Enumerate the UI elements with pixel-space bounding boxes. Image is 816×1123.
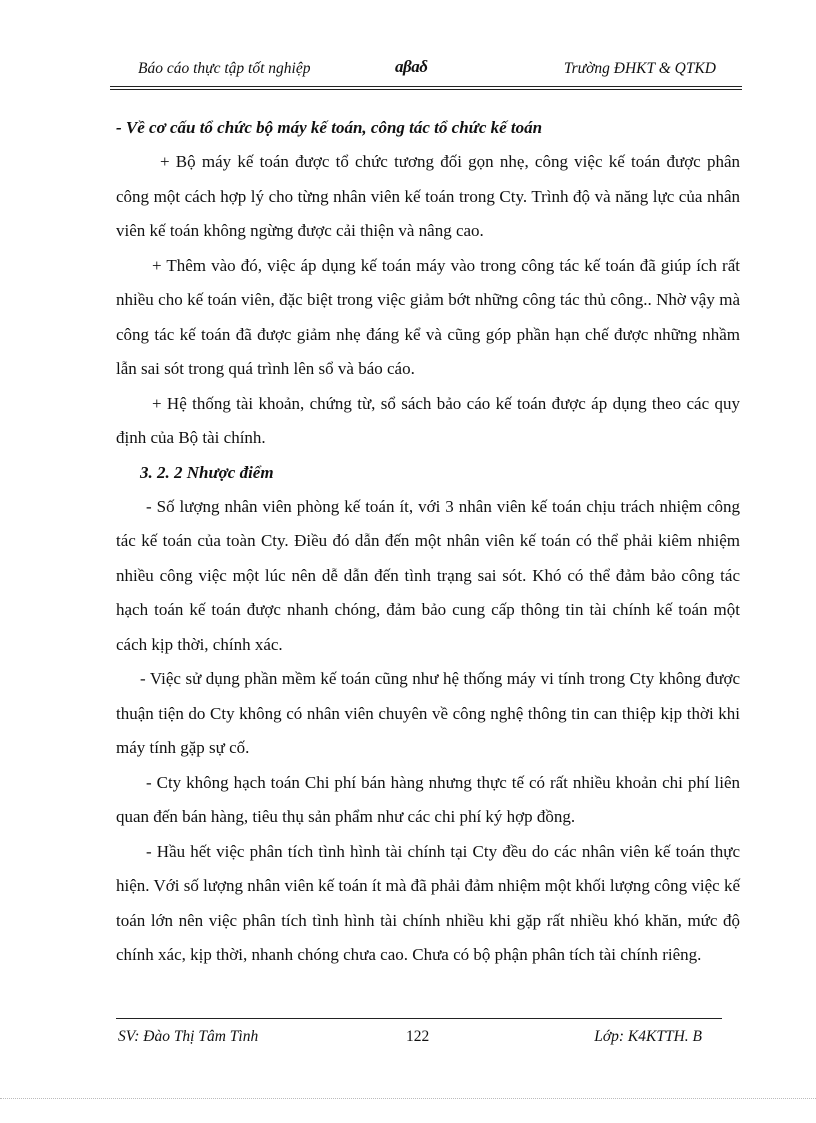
page-number: 122 [406, 1028, 430, 1045]
paragraph-7: - Hầu hết việc phân tích tình hình tài chính tại Cty đều do các nhân viên kế toán thực hiện. Với số lượng nhân viên kế toán ít mà đã phải đảm nhiệm một khối lượng công việc kế toán lớn nên việc phân tích tình hình tài chính nhiều khi gặp rất nhiều khó khăn, mức độ chính xác, kịp thời, nhanh chóng chưa cao. Chưa có bộ phận phân tích tài chính riêng. [116, 841, 740, 964]
footer-class-name: Lớp: K4KTTH. B [594, 1028, 702, 1045]
page-header [110, 58, 740, 84]
paragraph-2: + Thêm vào đó, việc áp dụng kế toán máy vào trong công tác kế toán đã giúp ích rất nhiều cho kế toán viên, đặc biệt trong việc giảm bớt những công tác thủ công.. Nhờ vậy mà công tác kế toán đã được giảm nhẹ đáng kể và cũng góp phần hạn chế được những nhầm lẫn sai sót trong quá trình lên sổ và báo cáo. [116, 255, 740, 378]
footer-student-name: SV: Đào Thị Tâm Tình [118, 1028, 259, 1045]
paragraph-3: + Hệ thống tài khoản, chứng từ, sổ sách bảo cáo kế toán được áp dụng theo các quy định của Bộ tài chính. [116, 393, 740, 447]
paragraph-1: + Bộ máy kế toán được tổ chức tương đối gọn nhẹ, công việc kế toán được phân công một cách hợp lý cho từng nhân viên kế toán trong Cty. Trình độ và năng lực của nhân viên kế toán không ngừng được cải thiện và nâng cao. [116, 152, 740, 240]
page-body [116, 105, 740, 973]
header-rule-top [110, 86, 742, 87]
header-report-title: Báo cáo thực tập tốt nghiệp [138, 60, 311, 77]
paragraph-6: - Cty không hạch toán Chi phí bán hàng nhưng thực tế có rất nhiều khoản chi phí liên quan đến bán hàng, tiêu thụ sản phẩm như các chi phí ký hợp đồng. [116, 772, 740, 826]
subsection-heading: 3. 2. 2 Nhược điểm [140, 462, 274, 482]
page-edge [0, 1098, 816, 1099]
paragraph-4: - Số lượng nhân viên phòng kế toán ít, với 3 nhân viên kế toán chịu trách nhiệm công tác kế toán của toàn Cty. Điều đó dẫn đến một nhân viên kế toán có thể phải kiêm nhiệm nhiều công việc một lúc nên dễ dẫn đến tình trạng sai sót. Khó có thể đảm bảo công tác hạch toán kế toán được nhanh chóng, đảm bảo cung cấp thông tin tài chính kế toán một cách kịp thời, chính xác. [116, 496, 740, 654]
footer-rule [116, 1018, 722, 1019]
header-rule-bottom [110, 89, 742, 90]
header-ornament: ɑβɑδ [395, 57, 428, 76]
section-heading: - Về cơ cấu tổ chức bộ máy kế toán, công tác tổ chức kế toán [116, 118, 543, 137]
header-school-name: Trường ĐHKT & QTKD [563, 60, 716, 77]
paragraph-5: - Việc sử dụng phần mềm kế toán cũng như hệ thống máy vi tính trong Cty không được thuận tiện do Cty không có nhân viên chuyên về công nghệ thông tin can thiệp kịp thời khi máy tính gặp sự cố. [116, 669, 740, 757]
